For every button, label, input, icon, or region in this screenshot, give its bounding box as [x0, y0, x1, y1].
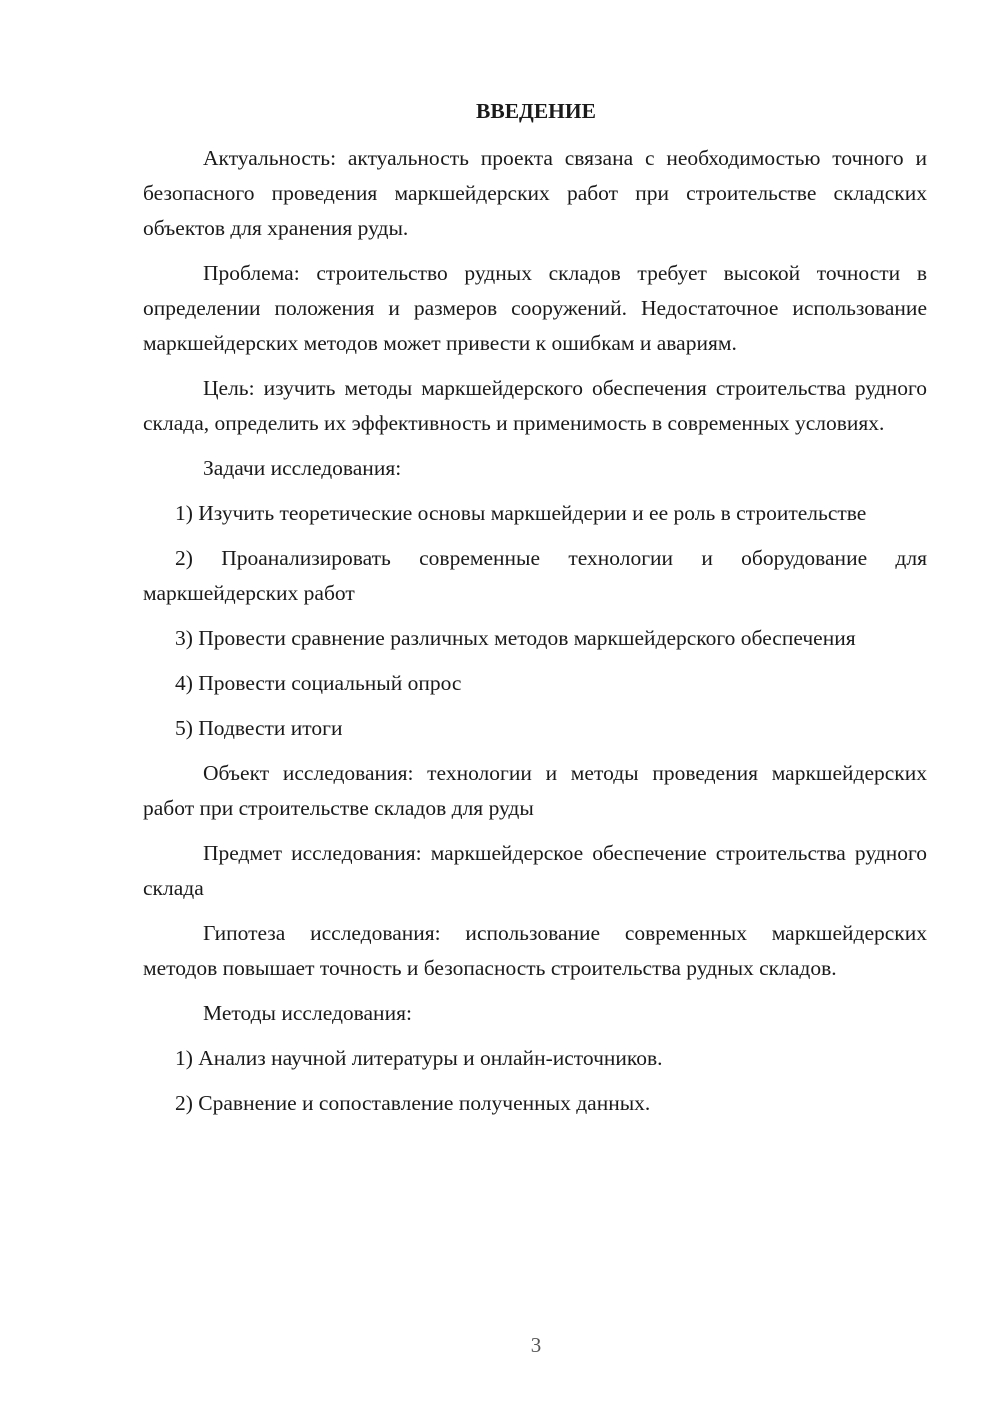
methods-heading: Методы исследования:	[203, 1001, 412, 1025]
task-item: 5) Подвести итоги	[175, 716, 343, 740]
tasks-heading: Задачи исследования:	[203, 456, 402, 480]
paragraph-object: Объект исследования: технологии и методы проведения маркшейдерских работ при строительстве складов для руды	[143, 761, 927, 820]
task-item: 3) Провести сравнение различных методов маркшейдерского обеспечения	[175, 626, 856, 650]
document-page	[143, 96, 927, 1131]
task-item: 2) Проанализировать современные технологии и оборудование для маркшейдерских работ	[143, 546, 927, 605]
paragraph-subject: Предмет исследования: маркшейдерское обеспечение строительства рудного склада	[143, 841, 927, 900]
task-item: 1) Изучить теоретические основы маркшейдерии и ее роль в строительстве	[175, 501, 867, 525]
task-item: 4) Провести социальный опрос	[175, 671, 462, 695]
page-number: 3	[530, 1333, 542, 1357]
paragraph-relevance: Актуальность: актуальность проекта связана с необходимостью точного и безопасного проведения маркшейдерских работ при строительстве складских объектов для хранения руды.	[143, 146, 927, 240]
method-item: 1) Анализ научной литературы и онлайн-источников.	[175, 1046, 663, 1070]
paragraph-goal: Цель: изучить методы маркшейдерского обеспечения строительства рудного склада, определить их эффективность и применимость в современных условиях.	[143, 376, 927, 435]
paragraph-problem: Проблема: строительство рудных складов требует высокой точности в определении положения и размеров сооружений. Недостаточное использование маркшейдерских методов может привести к ошибкам и авариям.	[143, 261, 927, 355]
method-item: 2) Сравнение и сопоставление полученных данных.	[175, 1091, 651, 1115]
paragraph-hypothesis: Гипотеза исследования: использование современных маркшейдерских методов повышает точность и безопасность строительства рудных складов.	[143, 921, 927, 980]
section-title: ВВЕДЕНИЕ	[476, 99, 596, 123]
